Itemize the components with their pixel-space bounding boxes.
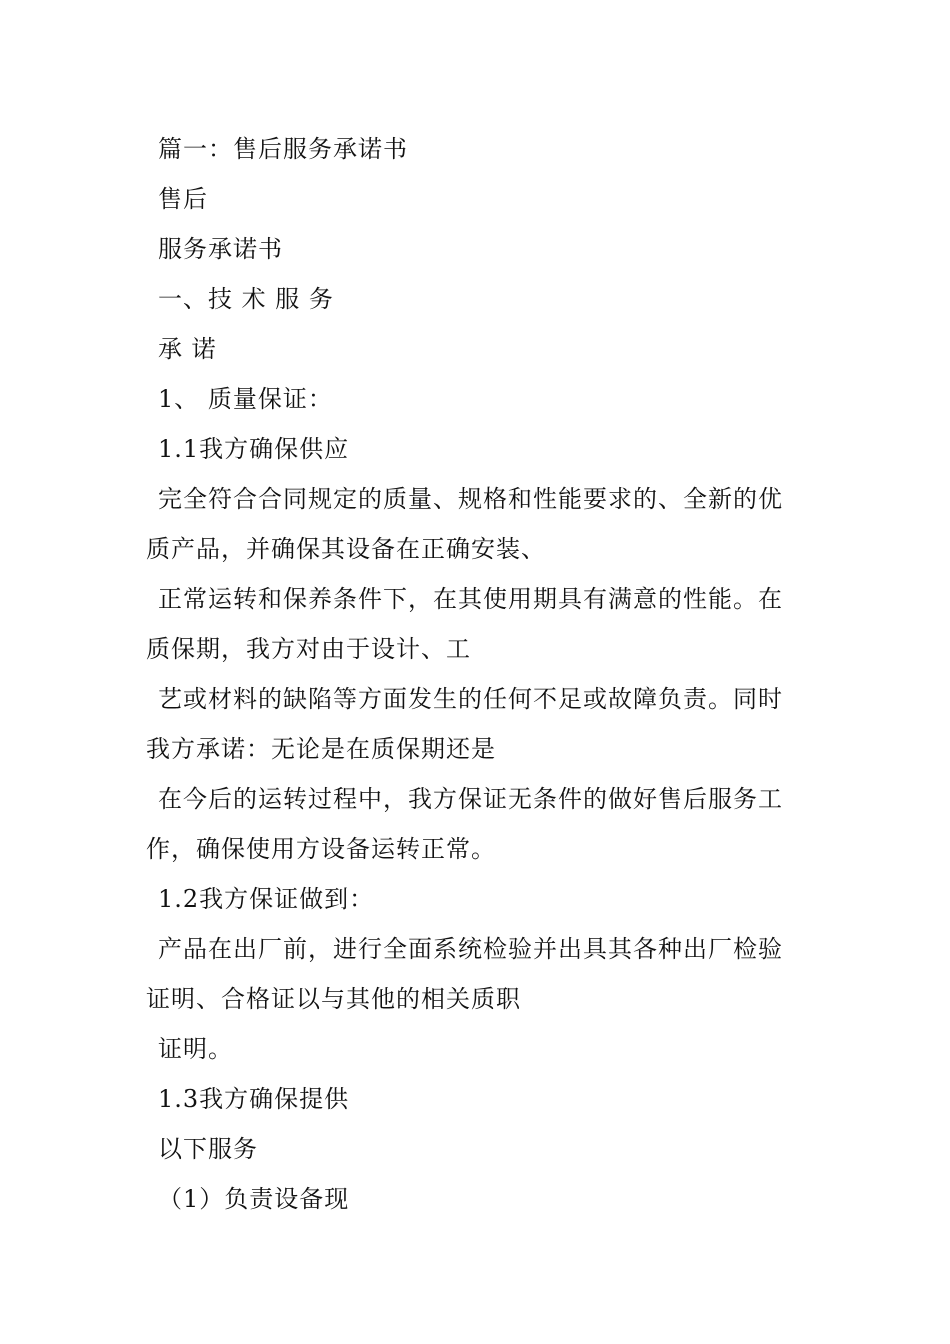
doc-line: 1.3我方确保提供 — [158, 1085, 350, 1113]
doc-line: （1）负责设备现 — [158, 1185, 350, 1213]
subsection-heading: 1、 质量保证： — [158, 385, 333, 413]
doc-line: 完全符合合同规定的质量、规格和性能要求的、全新的优 — [158, 485, 783, 513]
doc-line: 证明、合格证以与其他的相关质职 — [146, 985, 521, 1013]
doc-line: 正常运转和保养条件下，在其使用期具有满意的性能。在 — [158, 585, 783, 613]
doc-line: 以下服务 — [158, 1135, 258, 1163]
doc-title: 篇一：售后服务承诺书 — [158, 135, 408, 163]
doc-line: 证明。 — [158, 1035, 233, 1063]
section-heading: 一、技 术 服 务 — [158, 285, 334, 313]
doc-line: 服务承诺书 — [158, 235, 283, 263]
doc-line: 承 诺 — [158, 335, 217, 363]
doc-line: 艺或材料的缺陷等方面发生的任何不足或故障负责。同时 — [158, 685, 783, 713]
doc-line: 在今后的运转过程中，我方保证无条件的做好售后服务工 — [158, 785, 783, 813]
doc-line: 我方承诺：无论是在质保期还是 — [146, 735, 496, 763]
document-body — [146, 124, 806, 1224]
doc-line: 1.2我方保证做到： — [158, 885, 375, 913]
doc-line: 质产品，并确保其设备在正确安装、 — [146, 535, 546, 563]
doc-line: 1.1我方确保供应 — [158, 435, 350, 463]
doc-line: 质保期，我方对由于设计、工 — [146, 635, 471, 663]
doc-line: 作，确保使用方设备运转正常。 — [146, 835, 496, 863]
doc-line: 售后 — [158, 185, 208, 213]
doc-line: 产品在出厂前，进行全面系统检验并出具其各种出厂检验 — [158, 935, 783, 963]
